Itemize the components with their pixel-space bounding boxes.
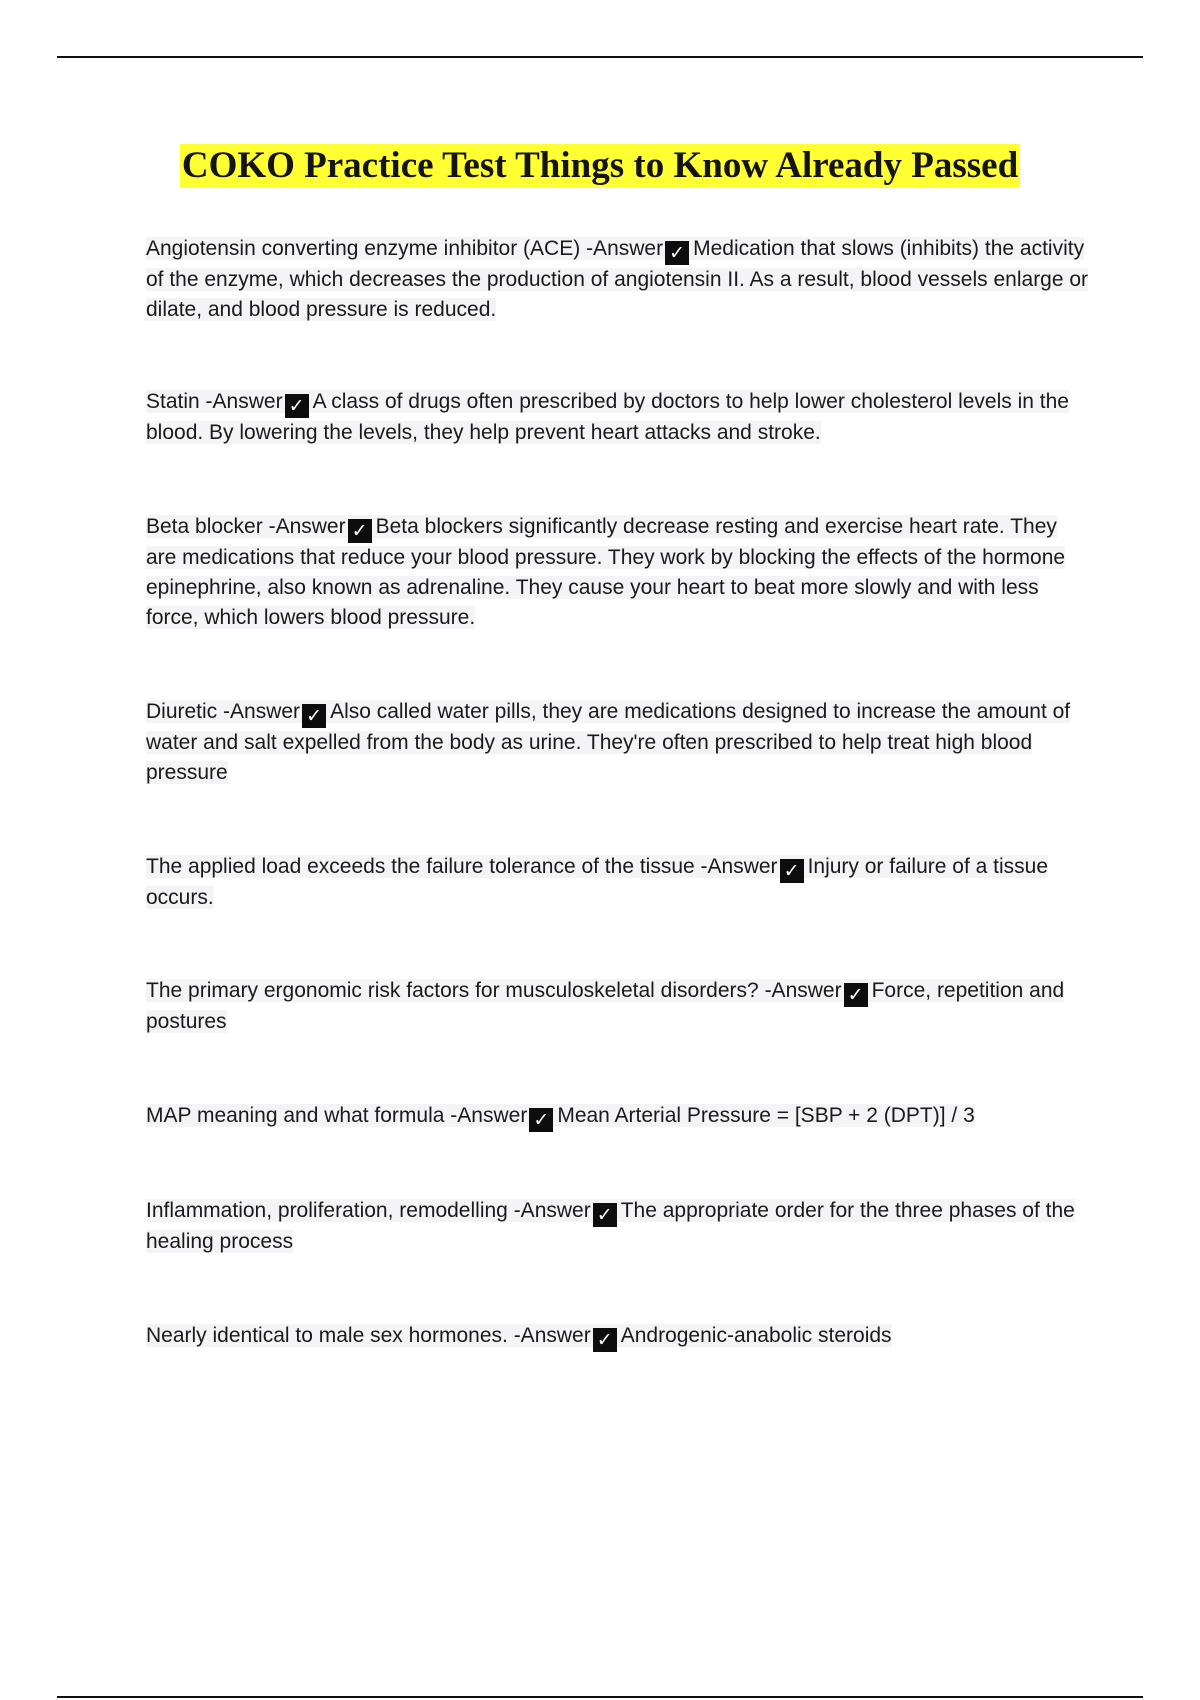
qa-entry-healing-phases bbox=[146, 1196, 1091, 1257]
check-box-icon: ✓ bbox=[780, 859, 804, 883]
entry-term: MAP meaning and what formula bbox=[146, 1104, 445, 1127]
check-box-icon: ✓ bbox=[529, 1108, 553, 1132]
entry-answer: Androgenic-anabolic steroids bbox=[620, 1324, 892, 1347]
check-box-icon: ✓ bbox=[593, 1203, 617, 1227]
qa-entry-map-formula bbox=[146, 1101, 1091, 1132]
entry-answer: Force, repetition and postures bbox=[146, 979, 1065, 1033]
top-rule bbox=[57, 56, 1143, 58]
entry-answer: Also called water pills, they are medications designed to increase the amount of water and salt expelled from the body as urine. They're often prescribed to help treat high blood pressure bbox=[146, 700, 1071, 784]
qa-list bbox=[146, 234, 1091, 1352]
entry-answer: Beta blockers significantly decrease resting and exercise heart rate. They are medications that reduce your blood pressure. They work by blocking the effects of the hormone epinephrine, also known as adrenaline. They cause your heart to beat more slowly and with less force, which lowers blood pressure. bbox=[146, 515, 1066, 629]
check-box-icon: ✓ bbox=[593, 1328, 617, 1352]
entry-answer: Mean Arterial Pressure = [SBP + 2 (DPT)] / 3 bbox=[557, 1104, 975, 1127]
answer-separator: -Answer bbox=[764, 979, 842, 1002]
answer-separator: -Answer bbox=[450, 1104, 528, 1127]
entry-term: Angiotensin converting enzyme inhibitor (ACE) bbox=[146, 237, 581, 260]
document-title: COKO Practice Test Things to Know Already Passed bbox=[181, 145, 1019, 186]
entry-term: The applied load exceeds the failure tolerance of the tissue bbox=[146, 855, 695, 878]
qa-entry-statin bbox=[146, 387, 1091, 448]
qa-entry-highlight bbox=[146, 1324, 892, 1351]
check-box-icon: ✓ bbox=[844, 983, 868, 1007]
qa-entry-highlight bbox=[146, 855, 1048, 909]
qa-entry-highlight bbox=[146, 515, 1065, 629]
entry-term: Diuretic bbox=[146, 700, 218, 723]
answer-separator: -Answer bbox=[513, 1199, 591, 1222]
answer-separator: -Answer bbox=[223, 700, 301, 723]
entry-answer: A class of drugs often prescribed by doctors to help lower cholesterol levels in the blood. By lowering the levels, they help prevent heart attacks and stroke. bbox=[146, 390, 1069, 444]
entry-term: The primary ergonomic risk factors for musculoskeletal disorders? bbox=[146, 979, 759, 1002]
entry-answer: Injury or failure of a tissue occurs. bbox=[146, 855, 1049, 909]
check-box-icon: ✓ bbox=[348, 519, 372, 543]
answer-separator: -Answer bbox=[586, 237, 664, 260]
qa-entry-diuretic bbox=[146, 697, 1091, 788]
qa-entry-highlight bbox=[146, 1104, 975, 1131]
entry-answer: The appropriate order for the three phases of the healing process bbox=[146, 1199, 1075, 1253]
qa-entry-ace-inhibitor bbox=[146, 234, 1091, 325]
check-box-icon: ✓ bbox=[302, 704, 326, 728]
check-box-icon: ✓ bbox=[285, 394, 309, 418]
entry-term: Nearly identical to male sex hormones. bbox=[146, 1324, 508, 1347]
qa-entry-highlight bbox=[146, 237, 1088, 321]
entry-term: Beta blocker bbox=[146, 515, 263, 538]
qa-entry-highlight bbox=[146, 1199, 1075, 1253]
qa-entry-applied-load bbox=[146, 852, 1091, 913]
entry-term: Inflammation, proliferation, remodelling bbox=[146, 1199, 508, 1222]
title-container bbox=[0, 144, 1200, 188]
qa-entry-ergonomic-risk bbox=[146, 976, 1091, 1037]
bottom-rule bbox=[57, 1696, 1143, 1698]
answer-separator: -Answer bbox=[205, 390, 283, 413]
check-box-icon: ✓ bbox=[665, 241, 689, 265]
qa-entry-highlight bbox=[146, 390, 1069, 444]
answer-separator: -Answer bbox=[268, 515, 346, 538]
entry-term: Statin bbox=[146, 390, 200, 413]
qa-entry-steroids bbox=[146, 1321, 1091, 1352]
answer-separator: -Answer bbox=[700, 855, 778, 878]
entry-answer: Medication that slows (inhibits) the activity of the enzyme, which decreases the production of angiotensin II. As a result, blood vessels enlarge or dilate, and blood pressure is reduced. bbox=[146, 237, 1089, 321]
qa-entry-highlight bbox=[146, 700, 1070, 784]
answer-separator: -Answer bbox=[513, 1324, 591, 1347]
qa-entry-highlight bbox=[146, 979, 1064, 1033]
qa-entry-beta-blocker bbox=[146, 512, 1091, 633]
